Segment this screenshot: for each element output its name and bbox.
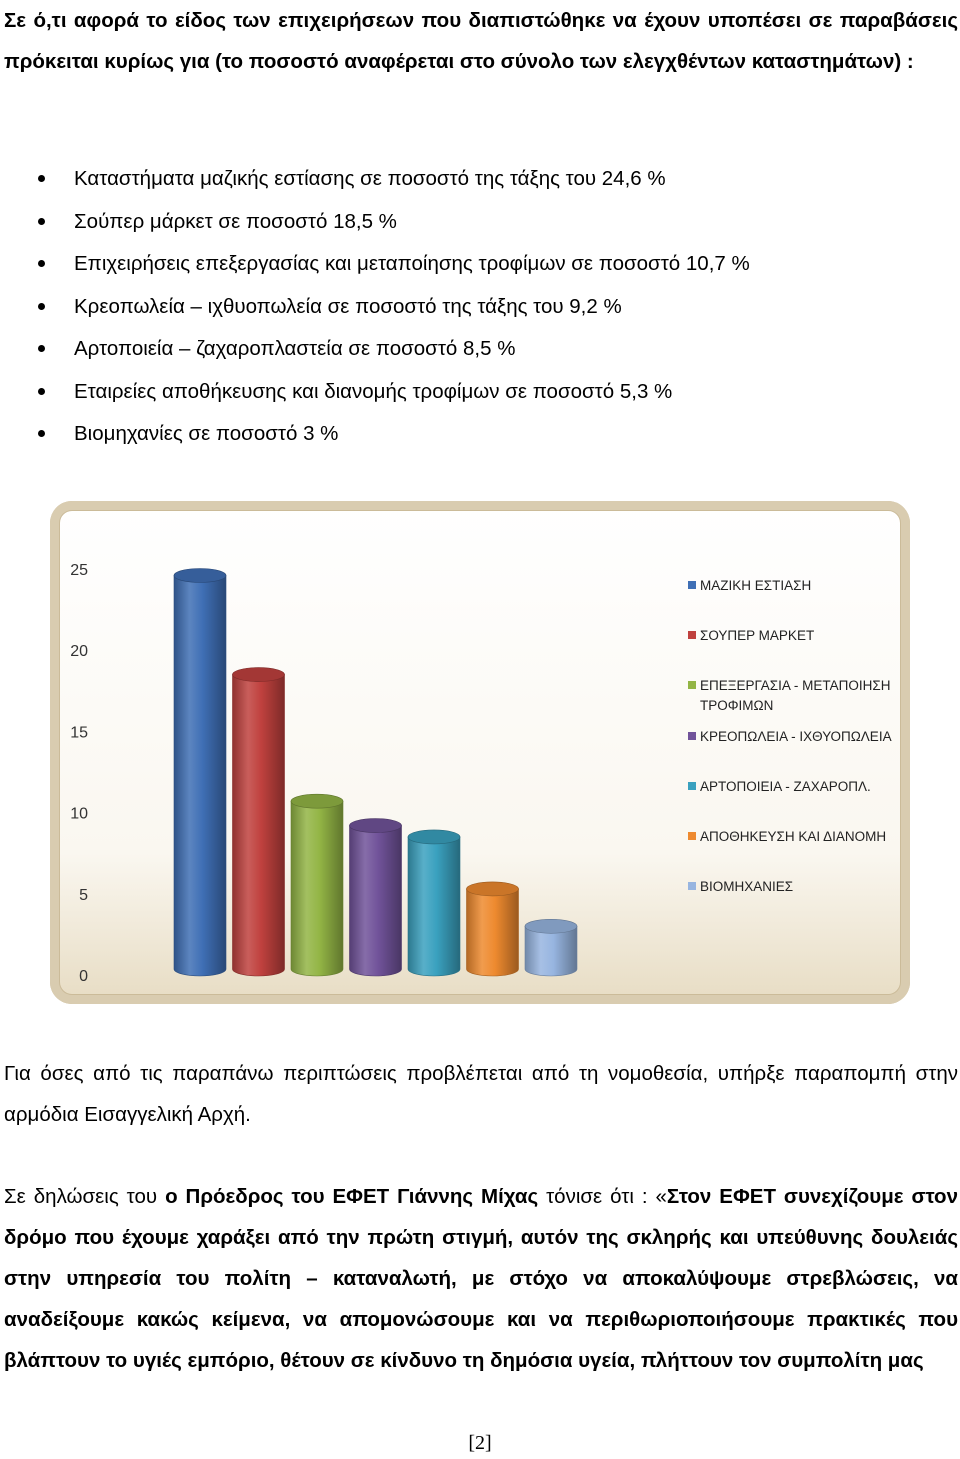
bullet-icon [38,345,45,352]
list-item-text: Καταστήματα μαζικής εστίασης σε ποσοστό της τάξης του 24,6 % [74,167,666,190]
list-item [0,413,960,456]
legend-label: ΚΡΕΟΠΩΛΕΙΑ - ΙΧΘΥΟΠΩΛΕΙΑ [700,729,892,744]
list-item-text: Επιχειρήσεις επεξεργασίας και μεταποίησης τροφίμων σε ποσοστό 10,7 % [74,252,750,275]
bar-6 [525,926,577,976]
legend-label: ΕΠΕΞΕΡΓΑΣΙΑ - ΜΕΤΑΠΟΙΗΣΗ [700,678,891,693]
legend-label: ΜΑΖΙΚΗ ΕΣΤΙΑΣΗ [700,578,812,593]
legend-swatch [688,631,696,639]
y-tick-label: 20 [70,643,88,661]
statement-quote: Στον ΕΦΕΤ συνεχίζουμε στον δρόμο που έχουμε χαράξει από την πρώτη στιγμή, αυτόν της σκληρής και υπεύθυνης δουλειάς στην υπηρεσία του πολίτη – καταναλωτή, με στόχο να αποκαλύψουμε στρεβλώσεις, να αναδείξουμε κακώς κείμενα, να απομονώσουμε και να περιθωριοποιήσουμε πρακτικές που βλάπτουν το υγιές εμπόριο, θέτουν σε κίνδυνο τη δημόσια υγεία, πλήττουν τον συμπολίτη μας [4,1185,958,1372]
bar-top-5 [467,882,519,896]
chart-canvas [50,501,910,1004]
bar-4 [408,837,460,976]
list-item [0,328,960,371]
list-item-text: Βιομηχανίες σε ποσοστό 3 % [74,422,339,445]
bar-1 [233,675,285,976]
legend-swatch [688,581,696,589]
list-item [0,201,960,244]
bar-top-1 [233,668,285,682]
list-item [0,371,960,414]
statement-intro: Σε δηλώσεις του [4,1185,166,1208]
bar-top-4 [408,830,460,844]
bullet-icon [38,260,45,267]
legend-swatch [688,832,696,840]
legend-label: ΒΙΟΜΗΧΑΝΙΕΣ [700,879,794,894]
legend-label: ΑΠΟΘΗΚΕΥΣΗ ΚΑΙ ΔΙΑΝΟΜΗ [700,829,887,844]
bar-chart [50,501,910,1004]
bullet-icon [38,175,45,182]
bar-top-2 [291,794,343,808]
list-item [0,158,960,201]
page-number: [2] [468,1432,492,1454]
y-tick-label: 0 [79,968,88,985]
y-tick-label: 10 [70,805,88,823]
bar-2 [291,801,343,976]
y-tick-label: 15 [70,724,88,742]
legend-swatch [688,882,696,890]
y-tick-label: 25 [70,562,88,579]
violations-list [0,158,960,456]
statement-paragraph [4,1176,958,1381]
referral-paragraph: Για όσες από τις παραπάνω περιπτώσεις προβλέπεται από τη νομοθεσία, υπήρξε παραπομπή στην αρμόδια Εισαγγελική Αρχή. [4,1062,958,1126]
list-item [0,286,960,329]
bullet-icon [38,218,45,225]
legend-label: ΤΡΟΦΙΜΩΝ [700,698,774,713]
y-tick-label: 5 [79,886,88,904]
bar-top-3 [350,819,402,833]
bar-0 [174,575,226,976]
bullet-icon [38,388,45,395]
statement-speaker: ο Πρόεδρος του ΕΦΕΤ Γιάννης Μίχας [165,1185,539,1208]
bullet-icon [38,430,45,437]
legend-swatch [688,681,696,689]
list-item-text: Σούπερ μάρκετ σε ποσοστό 18,5 % [74,209,397,233]
list-item [0,243,960,286]
intro-paragraph: Σε ό,τι αφορά το είδος των επιχειρήσεων που διαπιστώθηκε να έχουν υποπέσει σε παραβάσεις πρόκειται κυρίως για (το ποσοστό αναφέρεται στο σύνολο των ελεγχθέντων καταστημάτων) : [4,9,958,73]
list-item-text: Κρεοπωλεία – ιχθυοπωλεία σε ποσοστό της τάξης του 9,2 % [74,294,622,318]
legend-label: ΣΟΥΠΕΡ ΜΑΡΚΕΤ [700,628,815,643]
bullet-icon [38,303,45,310]
bar-top-6 [525,919,577,933]
list-item-text: Αρτοποιεία – ζαχαροπλαστεία σε ποσοστό 8,5 % [74,337,516,360]
bar-top-0 [174,568,226,582]
bar-5 [467,889,519,976]
legend-swatch [688,732,696,740]
bar-3 [350,826,402,976]
legend-label: ΑΡΤΟΠΟΙΕΙΑ - ΖΑΧΑΡΟΠΛ. [700,779,871,794]
statement-connector: τόνισε ότι : « [538,1185,667,1208]
legend-swatch [688,782,696,790]
list-item-text: Εταιρείες αποθήκευσης και διανομής τροφίμων σε ποσοστό 5,3 % [74,379,673,403]
